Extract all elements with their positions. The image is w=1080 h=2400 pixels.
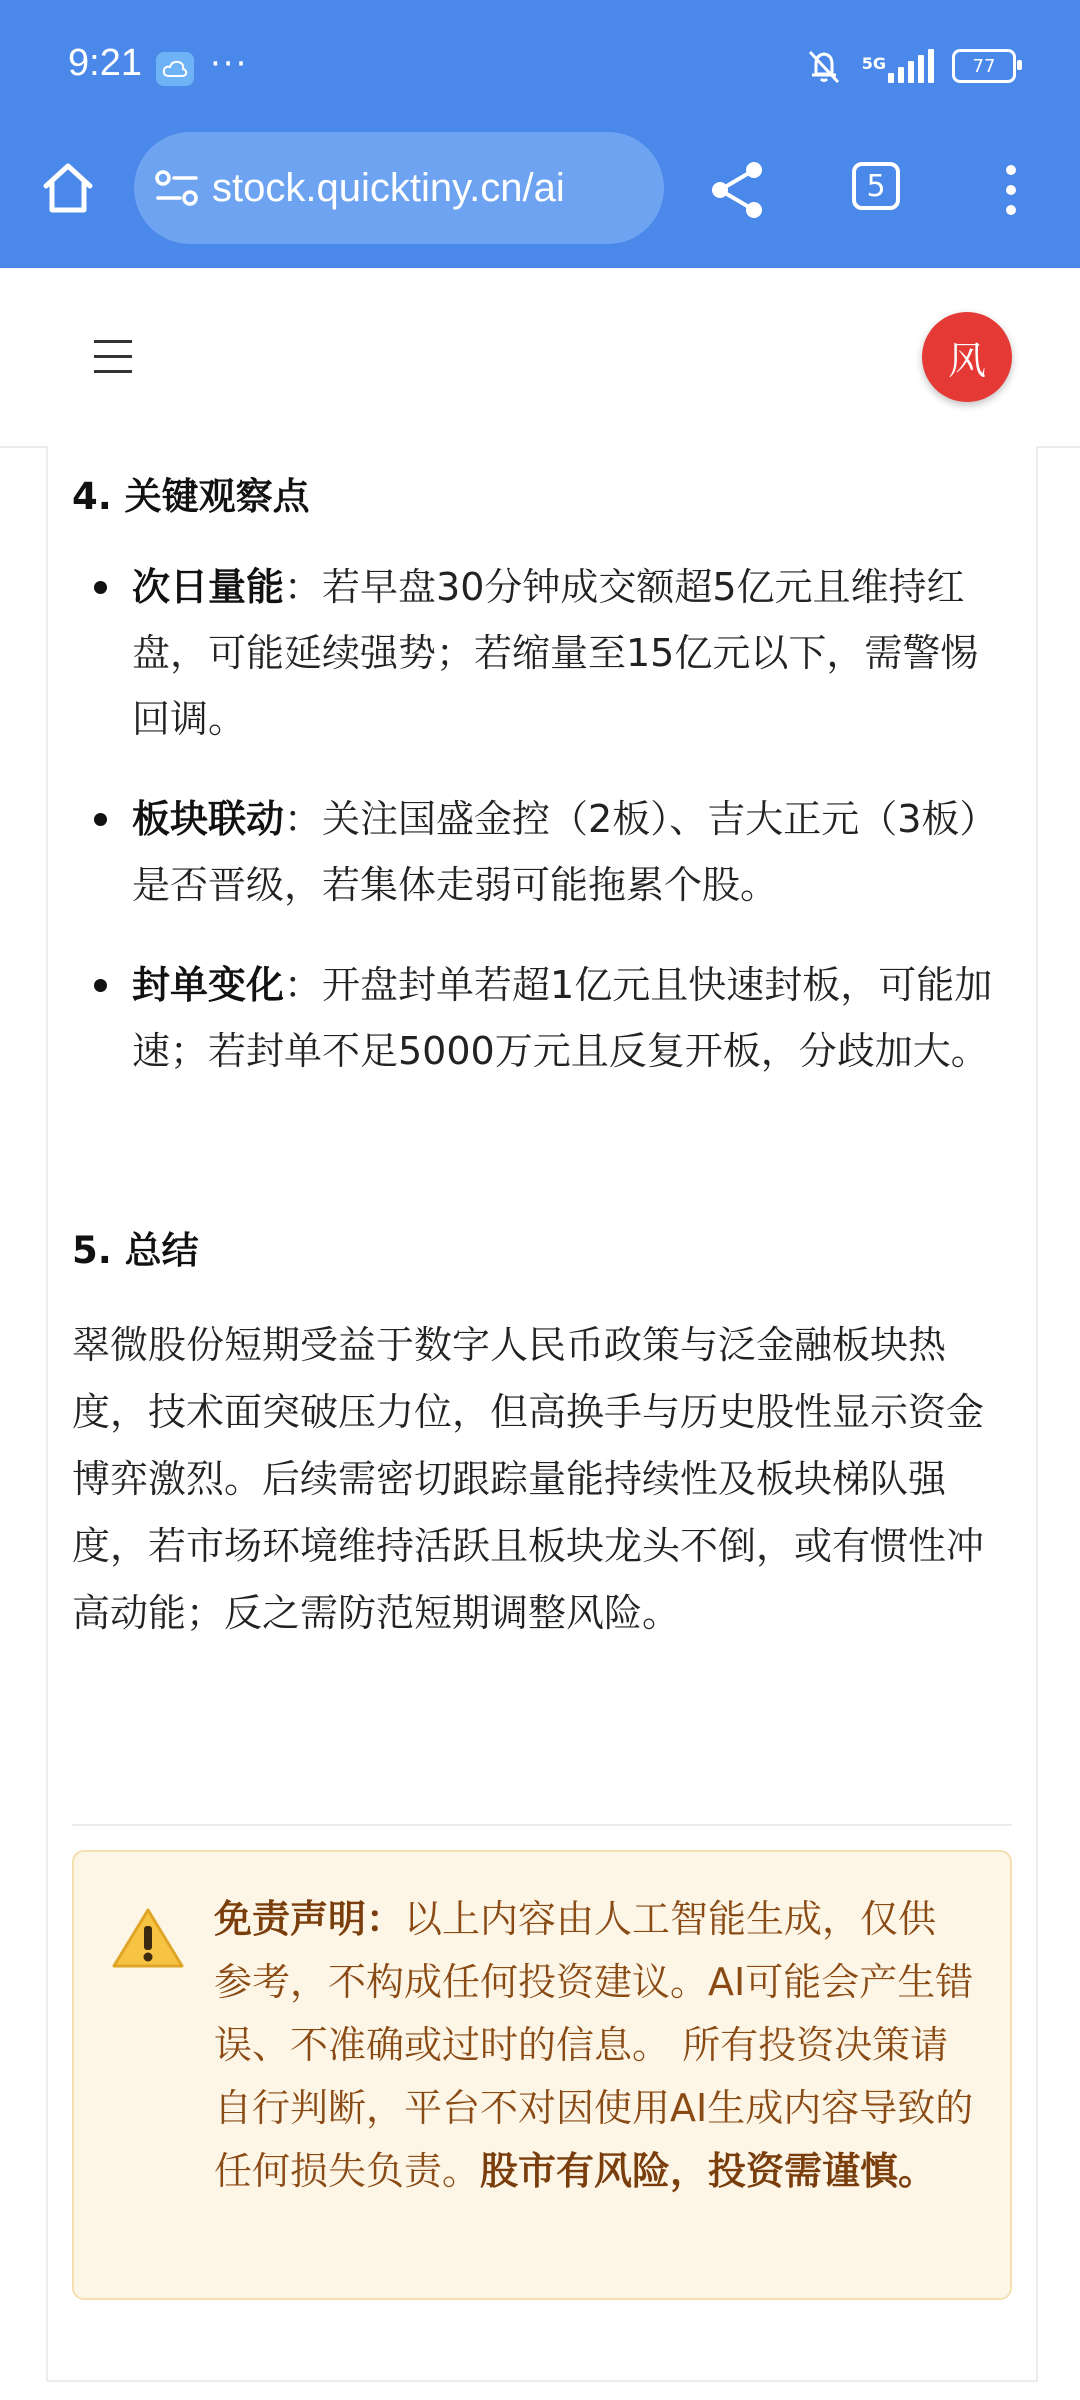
list-item (72, 952, 1012, 1084)
disclaimer-text (214, 1888, 974, 2203)
network-type: 5G (861, 54, 886, 73)
status-bar (0, 0, 1080, 130)
bell-muted-icon (804, 46, 844, 86)
list-item-text: ：关注国盛金控（2板）、吉大正元（3板）是否晋级，若集体走弱可能拖累个股。 (132, 797, 998, 907)
status-right (804, 46, 1016, 86)
list-item-text: ：开盘封单若超1亿元且快速封板，可能加速；若封单不足5000万元且反复开板，分歧加大。 (132, 963, 993, 1073)
status-time: 9:21 (68, 42, 142, 84)
tab-switcher-button[interactable]: 5 (852, 162, 900, 210)
home-button[interactable] (38, 158, 98, 218)
browser-chrome (0, 0, 1080, 268)
battery-icon (952, 49, 1016, 83)
section-title-summary: 5. 总结 (72, 1229, 199, 1272)
disclaimer-label: 免责声明： (214, 1897, 405, 1941)
cloud-icon (156, 52, 194, 86)
divider (72, 1824, 1012, 1826)
url-bar[interactable] (134, 132, 664, 244)
list-item-label: 次日量能 (132, 565, 285, 609)
disclaimer-body: 以上内容由人工智能生成，仅供参考，不构成任何投资建议。AI可能会产生错误、不准确或过时的信息。 所有投资决策请自行判断，平台不对因使用AI生成内容导致的任何损失负责。 (214, 1897, 974, 2193)
list-item (72, 554, 1012, 752)
avatar[interactable]: 风 (922, 312, 1012, 402)
list-item (72, 786, 1012, 918)
home-icon (40, 160, 96, 216)
disclaimer-emphasis: 股市有风险，投资需谨慎。 (480, 2149, 937, 2193)
disclaimer-box (72, 1850, 1012, 2300)
section-title-observations: 4. 关键观察点 (72, 475, 310, 518)
status-overflow: ··· (210, 44, 249, 84)
url-text: stock.quicktiny.cn/ai (212, 165, 565, 210)
signal-icon (888, 49, 934, 83)
article-card (46, 446, 1038, 2382)
battery-level: 77 (972, 55, 996, 77)
site-settings-icon[interactable] (154, 168, 200, 208)
list-item-label: 板块联动 (132, 797, 285, 841)
list-item-text: ：若早盘30分钟成交额超5亿元且维持红盘，可能延续强势；若缩量至15亿元以下，需警惕回调。 (132, 565, 979, 741)
observation-list (72, 554, 1012, 1118)
share-icon[interactable] (706, 158, 770, 222)
site-header (0, 268, 1080, 448)
list-item-label: 封单变化 (132, 963, 285, 1007)
warning-icon (112, 1906, 184, 1970)
more-options-icon[interactable] (996, 160, 1026, 220)
summary-paragraph: 翠微股份短期受益于数字人民币政策与泛金融板块热度，技术面突破压力位，但高换手与历史股性显示资金博弈激烈。后续需密切跟踪量能持续性及板块梯队强度，若市场环境维持活跃且板块龙头不倒，或有惯性冲高动能；反之需防范短期调整风险。 (72, 1323, 985, 1635)
hamburger-menu-icon[interactable] (94, 340, 132, 374)
